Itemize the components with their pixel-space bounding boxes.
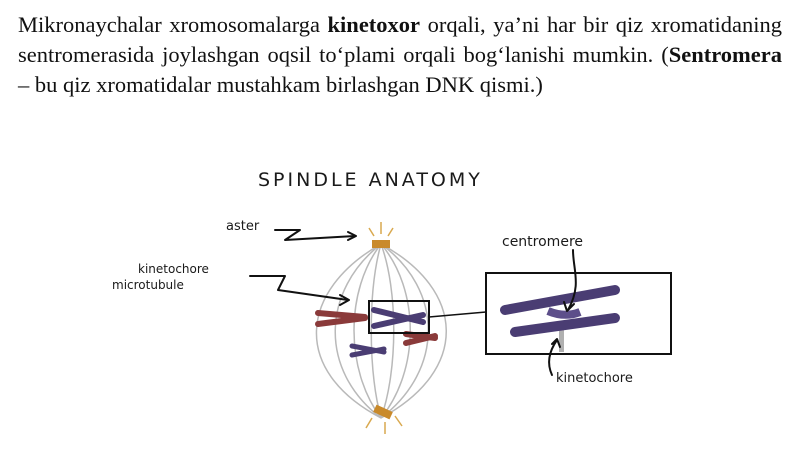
zoom-connector	[429, 312, 486, 317]
label-kinetochore-microtubule-2: microtubule	[112, 278, 184, 292]
term-kinetoxor: kinetoxor	[327, 12, 421, 37]
spindle-diagram	[0, 150, 800, 449]
spindle-figure	[0, 150, 800, 449]
label-kinetochore: kinetochore	[556, 371, 633, 386]
text-part-1: Mikronaychalar xromosomalarga	[18, 12, 328, 37]
label-centromere: centromere	[502, 234, 583, 250]
text-part-2: orqali, ya’ni har bir qiz xromatidaning sentromerasida joylashgan oqsil to‘plami orqali bog‘lanishi mumkin. (	[18, 12, 782, 67]
label-aster: aster	[226, 219, 260, 234]
text-part-3: – bu qiz xromatidalar mustahkam birlashgan DNK qismi.)	[18, 72, 543, 97]
body-paragraph	[18, 10, 782, 100]
top-centrosome	[369, 222, 393, 248]
enlarged-chromosome	[505, 290, 615, 352]
term-sentromera: Sentromera	[668, 42, 782, 67]
figure-title: SPINDLE ANATOMY	[258, 169, 483, 191]
label-kinetochore-microtubule-1: kinetochore	[138, 262, 209, 276]
spindle-fibers	[316, 244, 446, 418]
